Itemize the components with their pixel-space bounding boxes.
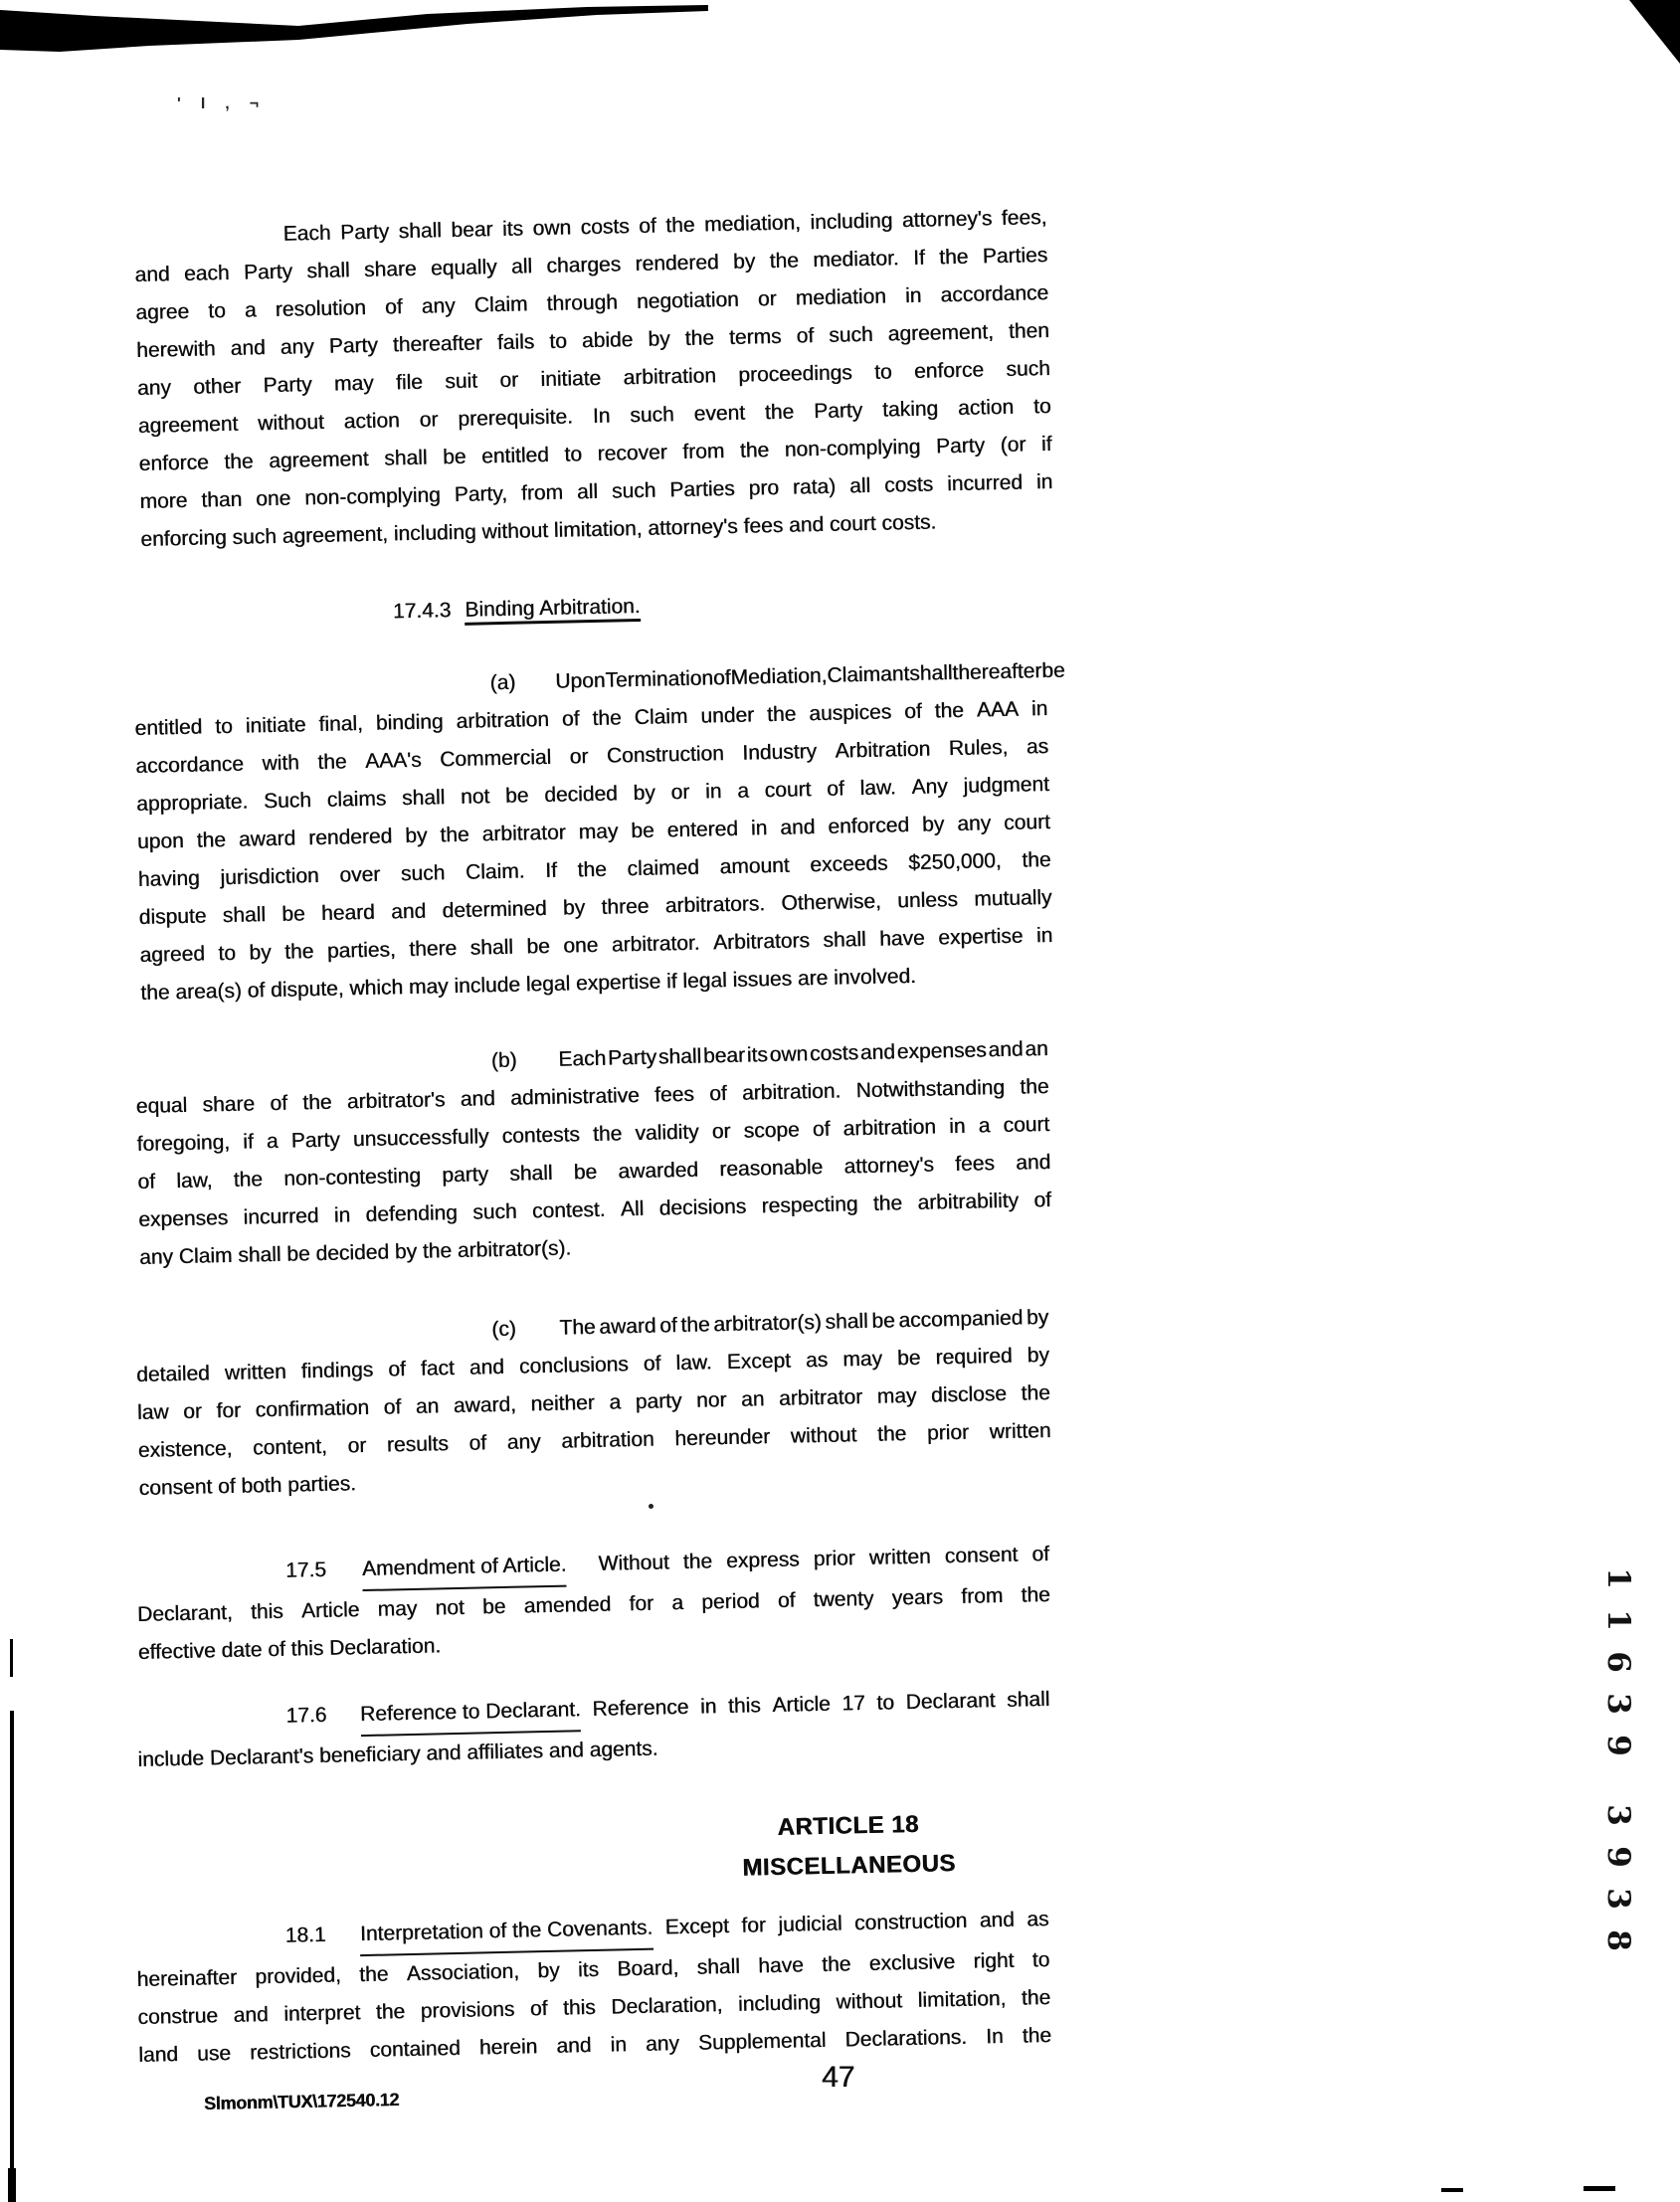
scan-artifact-left-line (10, 1711, 14, 2202)
text-line: include Declarant's beneficiary and affiliates and agents. (137, 1737, 658, 1771)
scan-artifact-dash (1441, 2188, 1463, 2192)
article-heading-line: ARTICLE 18 (777, 1810, 920, 1841)
recorder-stamp-digit: 9 (1600, 1846, 1636, 1868)
text-line: and each Party shall share equally all charges rendered by the mediator. If the Parties (134, 244, 1048, 287)
text-line: law or for confirmation of an award, neither a party nor an arbitrator may disclose the (136, 1380, 1050, 1424)
footer-reference: Slmonm\TUX\172540.12 (203, 2089, 400, 2114)
recorder-stamp-digit: 3 (1600, 1693, 1636, 1715)
text-line: foregoing, if a Party unsuccessfully contests the validity or scope of arbitration in a court (136, 1112, 1050, 1157)
text-line: expenses incurred in defending such contest. All decisions respecting the arbitrability of (137, 1188, 1052, 1231)
text-line: (a) Upon Termination of Mediation, Claimant shall thereafter be (489, 658, 1065, 695)
text-line: upon the award rendered by the arbitrator may be entered in and enforced by any court (136, 810, 1051, 853)
recorder-stamp-digit: 3 (1600, 1804, 1636, 1826)
scan-artifact-pen-marks (177, 95, 279, 113)
scan-artifact-mark: ' (177, 95, 181, 112)
text-line: entitled to initiate final, binding arbitration of the Claim under the auspices of the AAA in (134, 697, 1048, 741)
text-line: enforcing such agreement, including without limitation, attorney's fees and court costs. (140, 510, 937, 551)
text-line: appropriate. Such claims shall not be decided by or in a court of law. Any judgment (135, 772, 1050, 817)
section-17-6-reference-to-declarant (136, 1681, 1051, 1779)
scan-artifact-top-bar (0, 0, 1680, 99)
text-line: having jurisdiction over such Claim. If the claimed amount exceeds $250,000, the (137, 847, 1051, 891)
recorder-stamp-digit: 9 (1600, 1735, 1636, 1756)
text-line: agreement without action or prerequisite. In such event the Party taking action to (137, 394, 1051, 438)
text-line: Declarant, this Article may not be amended for a period of twenty years from the (136, 1582, 1050, 1626)
text-line: effective date of this Declaration. (137, 1634, 442, 1664)
recorder-stamp-digit: 1 (1600, 1567, 1636, 1589)
text-line: agreed to by the parties, there shall be one arbitrator. Arbitrators shall have expertise in (139, 923, 1053, 967)
scan-artifact-stray-dot (649, 1504, 653, 1509)
text-line: (c) The award of the arbitrator(s) shall be accompanied by (490, 1305, 1049, 1342)
text-line: consent of both parties. (138, 1472, 357, 1500)
heading-17-4-3-binding-arbitration (137, 579, 1051, 637)
text-line: any other Party may file suit or initiate arbitration proceedings to enforce such (136, 356, 1051, 400)
text-line: Each Party shall bear its own costs of the mediation, including attorney's fees, (282, 206, 1047, 246)
text-line: equal share of the arbitrator's and administrative fees of arbitration. Notwithstanding the (135, 1074, 1049, 1119)
text-line: (b) Each Party shall bear its own costs and expenses and an (490, 1036, 1048, 1073)
scan-artifact-corner-triangle (1629, 0, 1680, 64)
scan-artifact-mark: , (225, 95, 230, 112)
text-line: 17.5 Amendment of Article. Without the express prior written consent of (136, 1536, 1050, 1596)
text-line: herewith and any Party thereafter fails to abide by the terms of such agreement, then (135, 318, 1050, 363)
text-line: 18.1 Interpretation of the Covenants. Except for judicial construction and as (135, 1901, 1049, 1961)
text-line: of law, the non-contesting party shall be awarded reasonable attorney's fees and (137, 1150, 1051, 1193)
recorder-stamp-digit: 1 (1600, 1609, 1636, 1631)
text-line: agree to a resolution of any Claim through negotiation or mediation in accordance (135, 280, 1049, 325)
article-heading-line: MISCELLANEOUS (741, 1850, 957, 1882)
text-line: dispute shall be heard and determined by three arbitrators. Otherwise, unless mutually (138, 885, 1052, 929)
text-line: the area(s) of dispute, which may include legal expertise if legal issues are involved. (140, 964, 917, 1005)
scan-artifact-left-line-segment (10, 1639, 13, 1677)
article-18-heading (136, 1802, 1051, 1902)
text-line: 17.4.3 Binding Arbitration. (137, 579, 1051, 637)
document-body (134, 199, 1065, 2075)
recorder-stamp-digit: 3 (1600, 1888, 1636, 1910)
text-line: enforce the agreement shall be entitled to recover from the non-complying Party (or if (138, 432, 1052, 475)
subsection-b-paragraph (135, 1030, 1053, 1277)
text-line: any Claim shall be decided by the arbitrator(s). (138, 1236, 572, 1269)
scan-artifact-mark: ¬ (249, 95, 260, 112)
page-number: 47 (822, 2061, 855, 2094)
scan-artifact-left-line-blob (8, 2168, 16, 2202)
recorder-stamp (1601, 1558, 1641, 1961)
subsection-a-paragraph (133, 652, 1065, 1012)
section-18-1-interpretation-of-covenants (135, 1901, 1051, 2075)
scan-artifact-mark: I (200, 95, 206, 112)
text-line: more than one non-complying Party, from all such Parties pro rata) all costs incurred in (139, 469, 1053, 513)
text-line: land use restrictions contained herein and in any Supplemental Declarations. In the (138, 2023, 1052, 2067)
recorder-stamp-digit: 6 (1600, 1651, 1636, 1673)
section-17-5-amendment-of-article (136, 1536, 1051, 1672)
text-line: detailed written findings of fact and conclusions of law. Except as may be required by (135, 1343, 1050, 1387)
text-line: existence, content, or results of any arbitration hereunder without the prior written (137, 1418, 1051, 1462)
scan-artifact-dash (1584, 2186, 1615, 2191)
recorder-stamp-digit: 8 (1600, 1929, 1636, 1951)
text-line: hereinafter provided, the Association, by its Board, shall have the exclusive right to (136, 1947, 1050, 1992)
text-line: accordance with the AAA's Commercial or Construction Industry Arbitration Rules, as (135, 734, 1049, 779)
subsection-c-paragraph (135, 1299, 1052, 1508)
mediation-costs-paragraph (133, 199, 1053, 559)
text-line: construe and interpret the provisions of this Declaration, including without limitation, the (137, 1985, 1051, 2029)
text-line: 17.6 Reference to Declarant. Reference in this Article 17 to Declarant shall (136, 1681, 1050, 1742)
